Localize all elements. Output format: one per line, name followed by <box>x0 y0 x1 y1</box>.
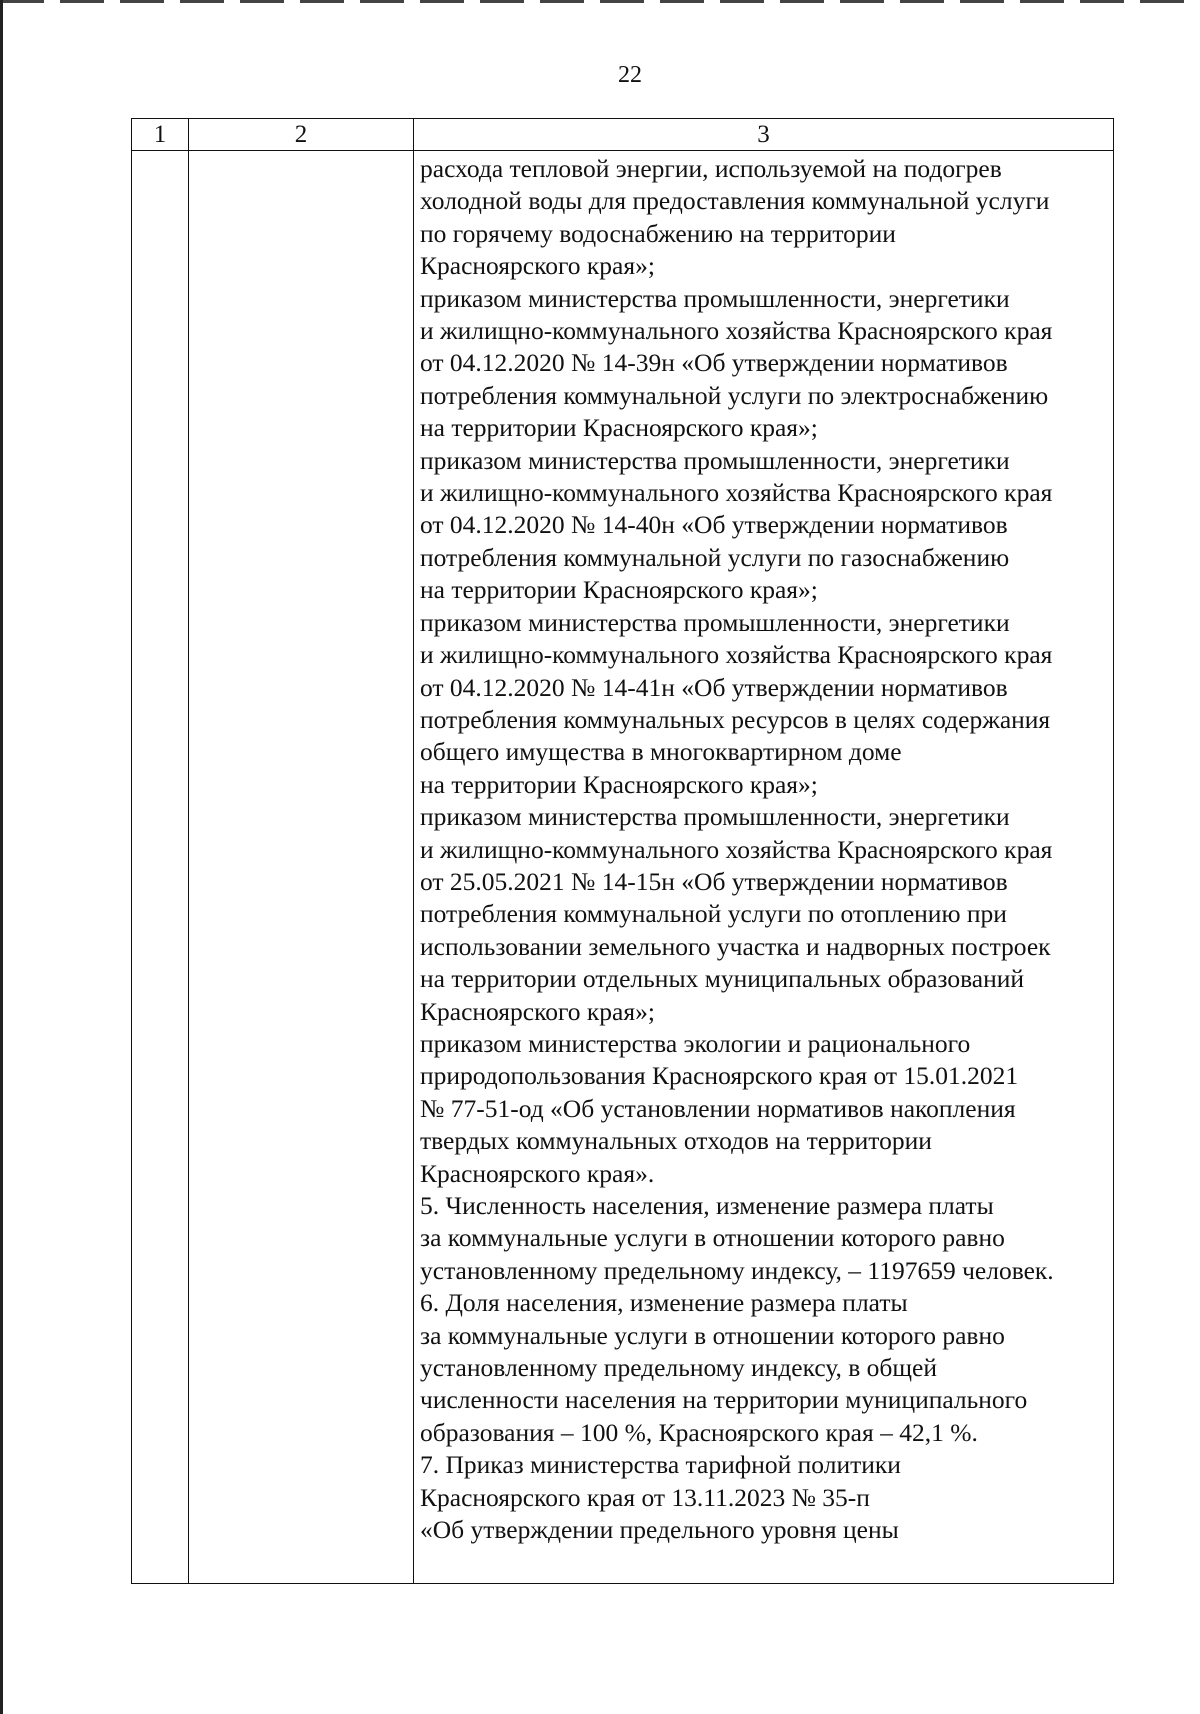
page-number: 22 <box>618 62 642 88</box>
text-line: за коммунальные услуги в отношении которого равно <box>420 1320 1005 1350</box>
text-line: на территории Красноярского края»; <box>420 413 818 443</box>
cell-column-2 <box>189 151 414 1584</box>
cell-column-3 <box>414 151 1114 1584</box>
text-line: «Об утверждении предельного уровня цены <box>420 1515 899 1545</box>
text-line: потребления коммунальной услуги по отоплению при <box>420 899 1007 929</box>
text-line: численности населения на территории муниципального <box>420 1385 1028 1415</box>
text-line: потребления коммунальной услуги по газоснабжению <box>420 542 1010 572</box>
text-line: приказом министерства промышленности, энергетики <box>420 607 1010 637</box>
text-line: использовании земельного участка и надворных построек <box>420 931 1051 961</box>
column-header-3: 3 <box>414 119 1114 151</box>
text-line: и жилищно-коммунального хозяйства Красноярского края <box>420 316 1053 346</box>
text-line: и жилищно-коммунального хозяйства Красноярского края <box>420 478 1053 508</box>
text-line: потребления коммунальной услуги по электроснабжению <box>420 380 1049 410</box>
text-line: и жилищно-коммунального хозяйства Красноярского края <box>420 834 1053 864</box>
text-line: на территории Красноярского края»; <box>420 575 818 605</box>
text-line: установленному предельному индексу, в общей <box>420 1353 938 1383</box>
text-line: 7. Приказ министерства тарифной политики <box>420 1450 901 1480</box>
text-line: природопользования Красноярского края от 15.01.2021 <box>420 1061 1019 1091</box>
text-line: Красноярского края»; <box>420 996 655 1026</box>
cell-column-1 <box>132 151 189 1584</box>
text-line: общего имущества в многоквартирном доме <box>420 737 902 767</box>
text-line: на территории отдельных муниципальных образований <box>420 964 1025 994</box>
text-line: от 04.12.2020 № 14-41н «Об утверждении нормативов <box>420 672 1008 702</box>
table-header-row <box>132 119 1114 151</box>
text-line: за коммунальные услуги в отношении которого равно <box>420 1223 1005 1253</box>
text-line: и жилищно-коммунального хозяйства Красноярского края <box>420 640 1053 670</box>
text-line: Красноярского края»; <box>420 251 655 281</box>
text-line: холодной воды для предоставления коммунальной услуги <box>420 186 1050 216</box>
text-line: образования – 100 %, Красноярского края – 42,1 %. <box>420 1417 978 1447</box>
table-row <box>132 151 1114 1584</box>
text-line: на территории Красноярского края»; <box>420 769 818 799</box>
text-line: приказом министерства экологии и рационального <box>420 1028 971 1058</box>
text-line: потребления коммунальных ресурсов в целях содержания <box>420 704 1051 734</box>
text-line: № 77-51-од «Об установлении нормативов накопления <box>420 1093 1016 1123</box>
text-line: от 25.05.2021 № 14-15н «Об утверждении нормативов <box>420 866 1008 896</box>
text-line: расхода тепловой энергии, используемой на подогрев <box>420 154 1002 183</box>
text-line: приказом министерства промышленности, энергетики <box>420 445 1010 475</box>
column-header-2: 2 <box>189 119 414 151</box>
text-line: по горячему водоснабжению на территории <box>420 218 896 248</box>
document-table <box>131 118 1114 1584</box>
column-header-1: 1 <box>132 119 189 151</box>
text-line: Красноярского края от 13.11.2023 № 35-п <box>420 1482 870 1512</box>
text-line: установленному предельному индексу, – 1197659 человек. <box>420 1255 1054 1285</box>
scan-top-edge <box>0 0 1200 3</box>
text-line: приказом министерства промышленности, энергетики <box>420 283 1010 313</box>
text-line: от 04.12.2020 № 14-40н «Об утверждении нормативов <box>420 510 1008 540</box>
text-line: от 04.12.2020 № 14-39н «Об утверждении нормативов <box>420 348 1008 378</box>
text-line: приказом министерства промышленности, энергетики <box>420 802 1010 832</box>
text-line: 6. Доля населения, изменение размера платы <box>420 1288 908 1318</box>
text-line: 5. Численность населения, изменение размера платы <box>420 1191 994 1220</box>
text-line: Красноярского края». <box>420 1158 655 1188</box>
scan-left-edge <box>0 0 3 1714</box>
text-line: твердых коммунальных отходов на территории <box>420 1126 932 1156</box>
